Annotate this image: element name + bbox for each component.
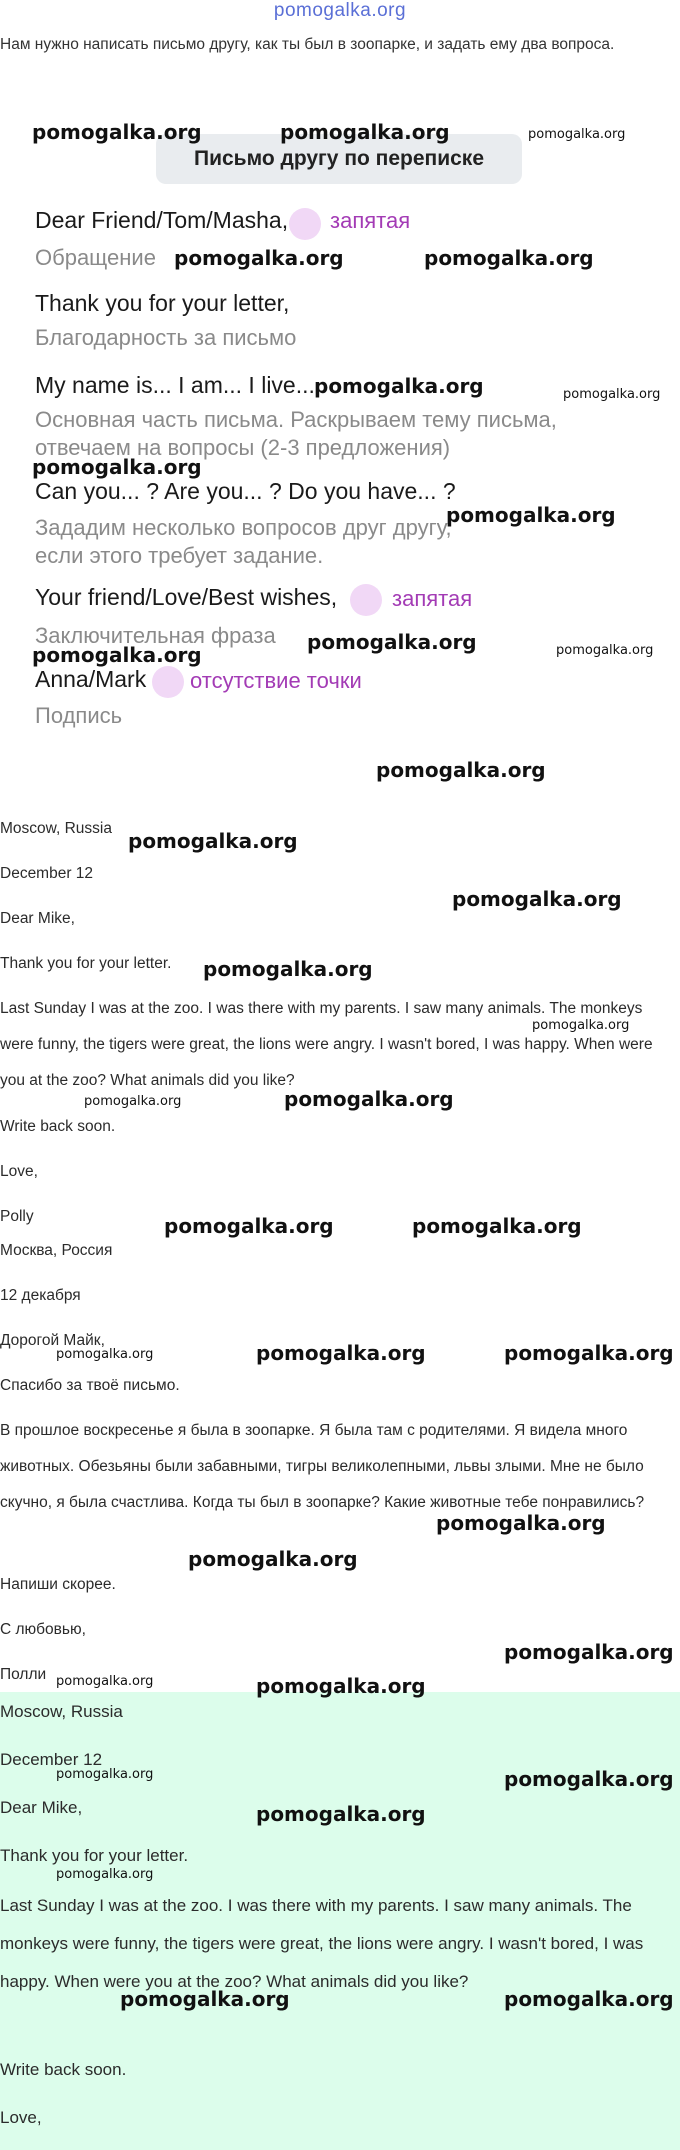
watermark: pomogalka.org [256, 1802, 426, 1826]
letter-closing-request: Write back soon. [0, 1118, 116, 1135]
letter-place: Москва, Россия [0, 1242, 113, 1259]
scheme-row-signature: Anna/Mark [35, 666, 147, 692]
watermark: pomogalka.org [56, 1674, 154, 1689]
watermark: pomogalka.org [452, 887, 622, 911]
watermark: pomogalka.org [164, 1214, 334, 1238]
letter-greeting: Дорогой Майк, [0, 1332, 105, 1349]
watermark: pomogalka.org [532, 1018, 630, 1033]
watermark: pomogalka.org [56, 1867, 154, 1882]
card-title: Письмо другу по переписке [156, 134, 522, 184]
scheme-row-greeting: Dear Friend/Tom/Masha, [35, 207, 289, 233]
task-text: Нам нужно написать письмо другу, как ты был в зоопарке, и задать ему два вопроса. [0, 36, 615, 53]
scheme-sub-greeting: Обращение [35, 245, 156, 270]
letter-place: Moscow, Russia [0, 820, 112, 837]
scheme-sub-questions: Зададим несколько вопросов друг другу, если этого требует задание. [35, 515, 452, 568]
scheme-row-questions: Can you... ? Are you... ? Do you have... ? [35, 478, 456, 504]
letter-date: December 12 [0, 1750, 103, 1769]
letter-closing: С любовью, [0, 1621, 86, 1638]
watermark: pomogalka.org [256, 1674, 426, 1698]
watermark: pomogalka.org [504, 1341, 674, 1365]
letter-place: Moscow, Russia [0, 1702, 123, 1721]
watermark: pomogalka.org [120, 1987, 290, 2011]
watermark: pomogalka.org [314, 374, 484, 398]
scheme-sub-thanks: Благодарность за письмо [35, 325, 297, 350]
letter-greeting: Dear Mike, [0, 910, 75, 927]
watermark: pomogalka.org [504, 1767, 674, 1791]
scheme-note-comma: запятая [330, 208, 411, 233]
letter-closing: Love, [0, 2108, 42, 2127]
watermark: pomogalka.org [424, 246, 594, 270]
watermark: pomogalka.org [280, 120, 450, 144]
letter-body: Last Sunday I was at the zoo. I was there with my parents. I saw many animals. The monkeys were funny, the tigers were great, the lions were angry. I wasn't bored, I was happy. When were you at the zoo? What animals did you like? [0, 1000, 653, 1089]
watermark: pomogalka.org [32, 120, 202, 144]
period-highlight-icon [152, 666, 184, 698]
watermark: pomogalka.org [56, 1767, 154, 1782]
watermark: pomogalka.org [188, 1547, 358, 1571]
watermark: pomogalka.org [32, 643, 202, 667]
watermark: pomogalka.org [284, 1087, 454, 1111]
scheme-note-comma: запятая [392, 586, 473, 611]
letter-date: December 12 [0, 865, 94, 882]
letter-body: В прошлое воскресенье я была в зоопарке. Я была там с родителями. Я видела много животных. Обезьяны были забавными, тигры великолепными, львы злыми. Мне не было скучно, я была счастлива. Когда ты был в зоопарке? Какие животные тебе понравились? [0, 1422, 645, 1511]
watermark: pomogalka.org [307, 630, 477, 654]
letter-thanks: Спасибо за твоё письмо. [0, 1377, 180, 1394]
watermark: pomogalka.org [32, 455, 202, 479]
watermark: pomogalka.org [376, 758, 546, 782]
scheme-note-period: отсутствие точки [190, 668, 362, 693]
scheme-sub-closing: Заключительная фраза [35, 623, 276, 648]
scheme-sub-signature: Подпись [35, 703, 123, 728]
site-logo[interactable]: pomogalka.org [273, 0, 407, 21]
watermark: pomogalka.org [504, 1987, 674, 2011]
comma-highlight-icon [350, 584, 382, 616]
letter-thanks: Thank you for your letter. [0, 955, 172, 972]
watermark: pomogalka.org [556, 643, 654, 658]
watermark: pomogalka.org [174, 246, 344, 270]
letter-body: Last Sunday I was at the zoo. I was there with my parents. I saw many animals. The monkeys were funny, the tigers were great, the lions were angry. I wasn't bored, I was happy. When were you at the zoo? What animals did you like? [0, 1896, 644, 1991]
letter-closing-request: Напиши скорее. [0, 1576, 116, 1593]
watermark: pomogalka.org [446, 503, 616, 527]
watermark: pomogalka.org [84, 1094, 182, 1109]
letter-signature: Полли [0, 1666, 47, 1683]
scheme-row-main: My name is... I am... I live... [35, 372, 315, 398]
watermark: pomogalka.org [203, 957, 373, 981]
watermark: pomogalka.org [412, 1214, 582, 1238]
letter-thanks: Thank you for your letter. [0, 1846, 189, 1865]
scheme-row-closing: Your friend/Love/Best wishes, [35, 584, 338, 610]
letter-greeting: Dear Mike, [0, 1798, 83, 1817]
watermark: pomogalka.org [528, 127, 626, 142]
watermark: pomogalka.org [504, 1640, 674, 1664]
comma-highlight-icon [289, 208, 321, 240]
watermark: pomogalka.org [256, 1341, 426, 1365]
watermark: pomogalka.org [56, 1347, 154, 1362]
watermark: pomogalka.org [128, 829, 298, 853]
letter-closing: Love, [0, 1163, 38, 1180]
letter-date: 12 декабря [0, 1287, 81, 1304]
watermark: pomogalka.org [436, 1511, 606, 1535]
scheme-sub-main: Основная часть письма. Раскрываем тему письма, отвечаем на вопросы (2-3 предложения) [35, 407, 557, 460]
scheme-row-thanks: Thank you for your letter, [35, 290, 290, 316]
letter-closing-request: Write back soon. [0, 2060, 127, 2079]
letter-signature: Polly [0, 1208, 34, 1225]
watermark: pomogalka.org [563, 387, 661, 402]
